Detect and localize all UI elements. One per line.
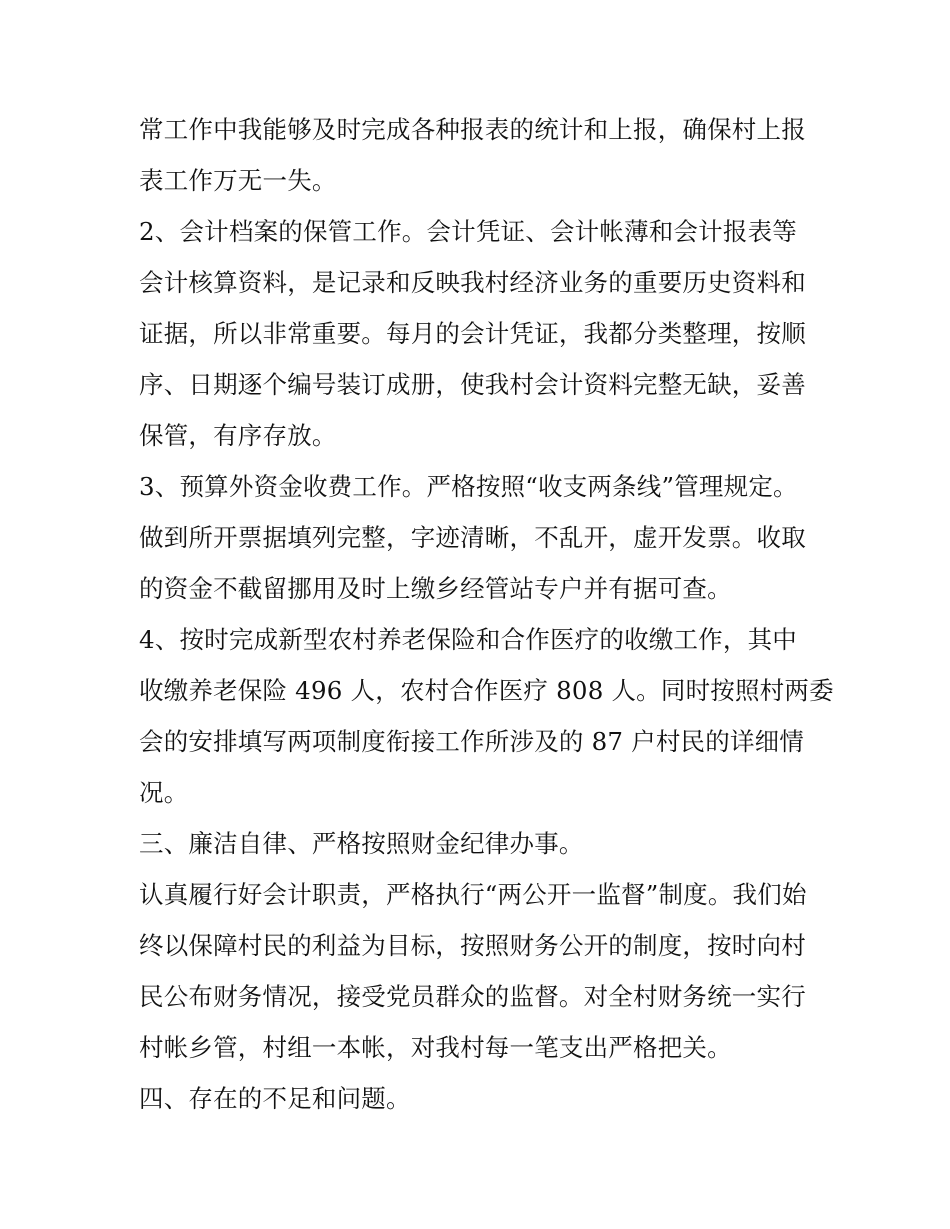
text-line: 会的安排填写两项制度衔接工作所涉及的 87 户村民的详细情 (139, 727, 805, 756)
text-line: 的资金不截留挪用及时上缴乡经管站专户并有据可查。 (139, 574, 732, 603)
text-line: 证据，所以非常重要。每月的会计凭证，我都分类整理，按顺 (139, 319, 806, 348)
text-line: 认真履行好会计职责，严格执行“两公开一监督”制度。我们始 (139, 880, 807, 909)
text-line: 保管，有序存放。 (139, 421, 337, 450)
text-line: 3、预算外资金收费工作。严格按照“收支两条线”管理规定。 (139, 472, 798, 501)
text-line: 会计核算资料，是记录和反映我村经济业务的重要历史资料和 (139, 268, 806, 297)
text-line: 村帐乡管，村组一本帐，对我村每一笔支出严格把关。 (139, 1033, 732, 1062)
text-line: 况。 (139, 778, 189, 807)
text-line: 2、会计档案的保管工作。会计凭证、会计帐薄和会计报表等 (139, 217, 797, 246)
text-line: 终以保障村民的利益为目标，按照财务公开的制度，按时向村 (139, 931, 806, 960)
section-heading: 三、廉洁自律、严格按照财金纪律办事。 (139, 829, 584, 858)
text-line: 表工作万无一失。 (139, 166, 337, 195)
text-line: 常工作中我能够及时完成各种报表的统计和上报，确保村上报 (139, 115, 806, 144)
text-line: 民公布财务情况，接受党员群众的监督。对全村财务统一实行 (139, 982, 806, 1011)
text-line: 序、日期逐个编号装订成册，使我村会计资料完整无缺，妥善 (139, 370, 806, 399)
section-heading: 四、存在的不足和问题。 (139, 1084, 411, 1113)
text-line: 收缴养老保险 496 人，农村合作医疗 808 人。同时按照村两委 (139, 676, 834, 705)
text-line: 4、按时完成新型农村养老保险和合作医疗的收缴工作，其中 (139, 625, 797, 654)
text-line: 做到所开票据填列完整，字迹清晰，不乱开，虚开发票。收取 (139, 523, 806, 552)
